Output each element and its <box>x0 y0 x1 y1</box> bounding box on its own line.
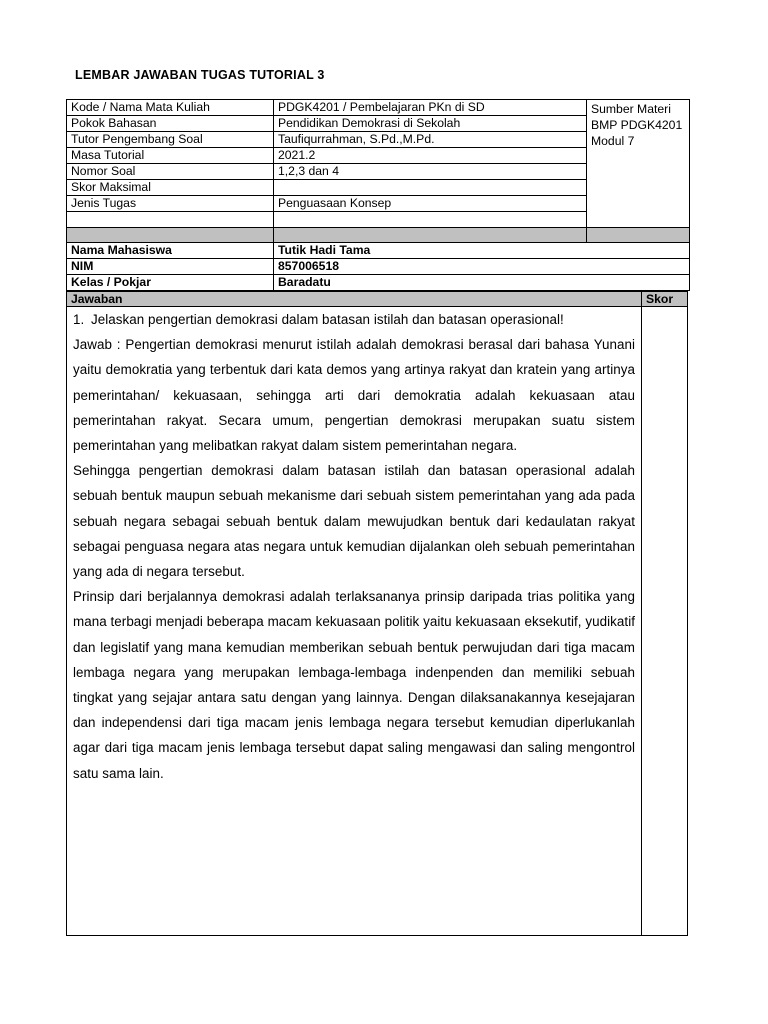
info-label: Jenis Tugas <box>67 196 274 212</box>
student-nim-label: NIM <box>67 259 274 275</box>
course-info-table <box>66 99 690 291</box>
sumber-materi-cell <box>587 100 690 228</box>
jawaban-header: Jawaban <box>67 292 642 307</box>
info-value: PDGK4201 / Pembelajaran PKn di SD <box>274 100 587 116</box>
info-label: Skor Maksimal <box>67 180 274 196</box>
student-nim-row <box>67 259 690 275</box>
info-label: Kode / Nama Mata Kuliah <box>67 100 274 116</box>
info-value: Pendidikan Demokrasi di Sekolah <box>274 116 587 132</box>
separator-row <box>67 228 690 243</box>
info-label <box>67 212 274 228</box>
question <box>73 307 635 332</box>
question-number: 1. <box>73 312 85 327</box>
info-row <box>67 100 690 116</box>
answer-paragraph: Jawab : Pengertian demokrasi menurut istilah adalah demokrasi berasal dari bahasa Yunani yaitu demokratia yang terbentuk dari kata demos yang artinya rakyat dan kratein yang artinya pemerintahan/ kekuasaan, sehingga arti dari demokratia adalah kekuasaan atau pemerintahan rakyat. Secara umum, pengertian demokrasi merupakan suatu sistem pemerintahan yang melibatkan rakyat dalam sistem pemerintahan negara. <box>73 337 635 454</box>
info-value: 1,2,3 dan 4 <box>274 164 587 180</box>
student-name: Tutik Hadi Tama <box>274 243 690 259</box>
skor-cell <box>642 307 688 936</box>
student-class-label: Kelas / Pokjar <box>67 275 274 291</box>
document-title: LEMBAR JAWABAN TUGAS TUTORIAL 3 <box>75 68 325 82</box>
info-value <box>274 180 587 196</box>
info-value: 2021.2 <box>274 148 587 164</box>
answer-table <box>66 291 688 936</box>
question-text: Jelaskan pengertian demokrasi dalam batasan istilah dan batasan operasional! <box>91 312 564 327</box>
student-class: Baradatu <box>274 275 690 291</box>
info-label: Nomor Soal <box>67 164 274 180</box>
info-value: Taufiqurrahman, S.Pd.,M.Pd. <box>274 132 587 148</box>
info-value: Penguasaan Konsep <box>274 196 587 212</box>
student-name-row <box>67 243 690 259</box>
student-name-label: Nama Mahasiswa <box>67 243 274 259</box>
answer-paragraph: Sehingga pengertian demokrasi dalam batasan istilah dan batasan operasional adalah sebuah bentuk maupun sebuah mekanisme dari sebuah sistem pemerintahan yang ada pada sebuah negara sebagai sebuah bentuk dalam mewujudkan bentuk dari kedaulatan rakyat sebagai penguasa negara atas negara untuk kemudian dijalankan oleh sebuah pemerintahan yang ada di negara tersebut. <box>73 463 635 580</box>
sumber-materi-detail: BMP PDGK4201 Modul 7 <box>591 118 683 148</box>
student-nim: 857006518 <box>274 259 690 275</box>
info-label: Tutor Pengembang Soal <box>67 132 274 148</box>
student-class-row <box>67 275 690 291</box>
info-value <box>274 212 587 228</box>
answer-cell <box>67 307 642 936</box>
answer-paragraph: Prinsip dari berjalannya demokrasi adalah terlaksananya prinsip daripada trias politika yang mana terbagi menjadi beberapa macam kekuasaan politik yaitu kekuasaan eksekutif, yudikatif dan legislatif yang mana kemudian memberikan sebuah bentuk perwujudan dari tiga macam lembaga negara yang merupakan lembaga-lembaga indenpenden dan memiliki sebuah tingkat yang sejajar antara satu dengan yang lainnya. Dengan dilaksanakannya kesejajaran dan independensi dari tiga macam jenis lembaga negara tersebut kemudian diperlukanlah agar dari tiga macam jenis lembaga tersebut dapat saling mengawasi dan saling mengontrol satu sama lain. <box>73 589 635 781</box>
skor-header: Skor <box>642 292 688 307</box>
answer-body-row <box>67 307 688 936</box>
answer-header-row <box>67 292 688 307</box>
info-label: Masa Tutorial <box>67 148 274 164</box>
info-label: Pokok Bahasan <box>67 116 274 132</box>
sumber-materi-label: Sumber Materi <box>591 102 671 116</box>
